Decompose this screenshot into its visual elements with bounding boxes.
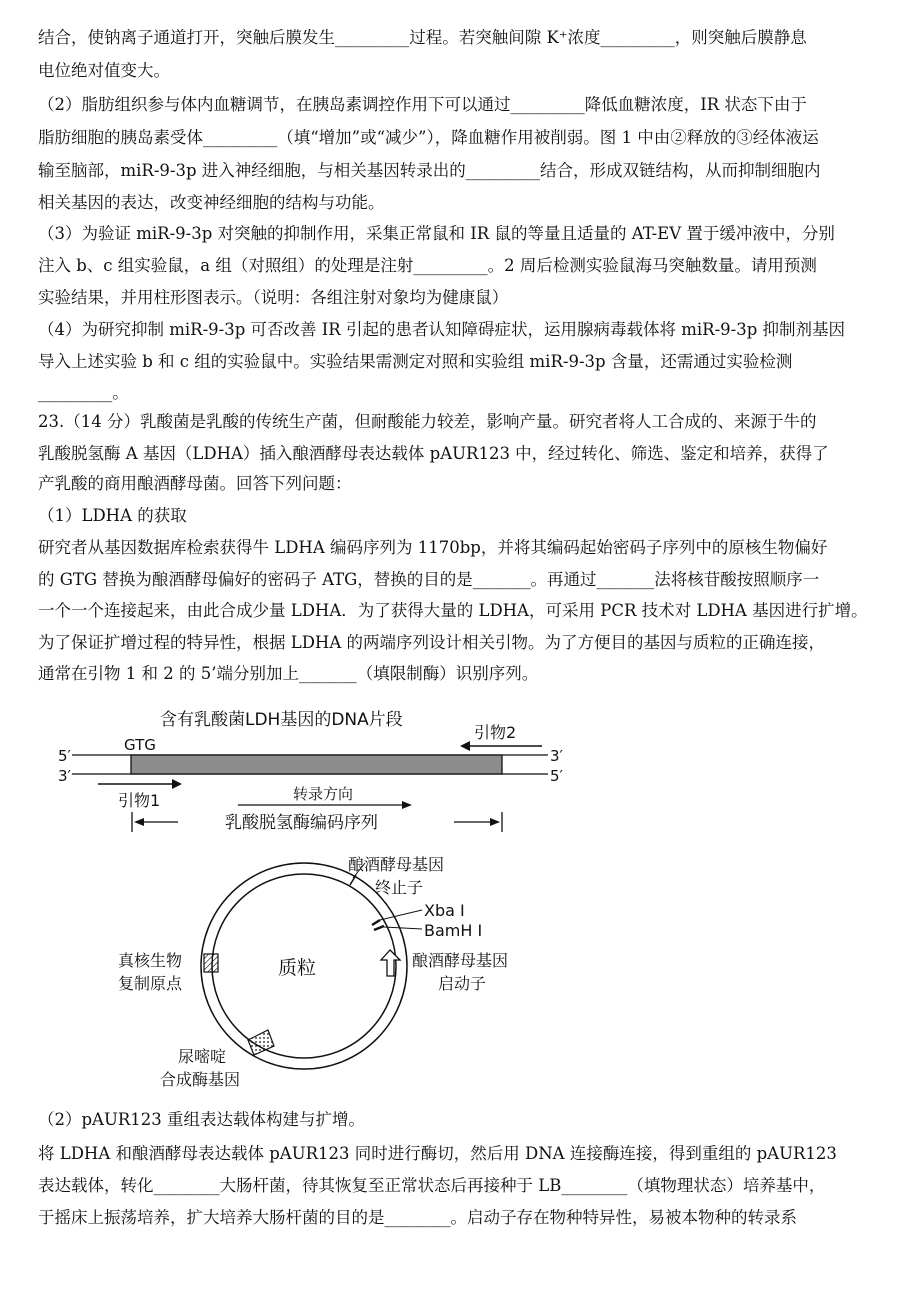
terminator-mark xyxy=(350,875,356,885)
subquestion-heading: （1）LDHA 的获取 xyxy=(38,506,187,525)
coding-seq-arrowhead-left xyxy=(134,818,144,826)
primer1-arrowhead xyxy=(172,779,182,789)
bamhi-label: BamH I xyxy=(424,921,483,940)
ura-synthase-gene-label: 尿嘧啶 合成酶基因 xyxy=(160,1047,241,1089)
terminator-label: 酿酒酵母基因 终止子 xyxy=(348,855,445,897)
dna-end-5-left: 5′ xyxy=(58,747,71,765)
text-line: 输至脑部，miR-9-3p 进入神经细胞，与相关基因转录出的_________结合，形成双链结构，从而抑制细胞内 xyxy=(38,161,821,180)
text-line: 产乳酸的商用酿酒酵母菌。回答下列问题： xyxy=(38,474,352,493)
text-line: 注入 b、c 组实验鼠，a 组（对照组）的处理是注射_________。2 周后检测实验鼠海马突触数量。请用预测 xyxy=(38,256,817,275)
coding-seq-arrowhead-right xyxy=(490,818,500,826)
figure-svg xyxy=(50,688,590,1098)
dna-end-3-right: 3′ xyxy=(550,747,563,765)
dna-end-3-left: 3′ xyxy=(58,767,71,785)
text-line: 于摇床上振荡培养，扩大培养大肠杆菌的目的是________。启动子存在物种特异性，易被本物种的转录系 xyxy=(38,1208,797,1227)
xbai-leader xyxy=(380,910,422,920)
replication-origin-label: 真核生物 复制原点 xyxy=(118,951,183,993)
bamhi-leader xyxy=(384,927,422,929)
xbai-label: Xba I xyxy=(424,901,465,920)
text-line: 表达载体，转化________大肠杆菌，待其恢复至正常状态后再接种于 LB________（填物理状态）培养基中， xyxy=(38,1176,826,1195)
transcription-direction-label: 转录方向 xyxy=(293,785,354,803)
gtg-codon-label: GTG xyxy=(124,736,156,754)
text-line: 乳酸脱氢酶 A 基因（LDHA）插入酿酒酵母表达载体 pAUR123 中，经过转化、筛选、鉴定和培养，获得了 xyxy=(38,444,829,463)
primer1-label: 引物1 xyxy=(118,791,161,810)
xbai-site-mark xyxy=(372,920,380,925)
text-line: 为了保证扩增过程的特异性，根据 LDHA 的两端序列设计相关引物。为了方便目的基因与质粒的正确连接， xyxy=(38,633,825,652)
promoter-arrow xyxy=(381,950,400,976)
text-line: 研究者从基因数据库检索获得牛 LDHA 编码序列为 1170bp，并将其编码起始密码子序列中的原核生物偏好 xyxy=(38,538,828,557)
coding-sequence-label: 乳酸脱氢酶编码序列 xyxy=(225,813,378,833)
text-line: （2）脂肪组织参与体内血糖调节，在胰岛素调控作用下可以通过_________降低血糖浓度，IR 状态下由于 xyxy=(38,95,807,114)
text-line: 结合，使钠离子通道打开，突触后膜发生_________过程。若突触间隙 K⁺浓度_________，则突触后膜静息 xyxy=(38,28,807,47)
text-line: 电位绝对值变大。 xyxy=(38,61,170,80)
dna-end-5-right: 5′ xyxy=(550,767,563,785)
replication-origin-block xyxy=(204,954,218,972)
text-line: 实验结果，并用柱形图表示。（说明：各组注射对象均为健康鼠） xyxy=(38,288,509,307)
text-line: 相关基因的表达，改变神经细胞的结构与功能。 xyxy=(38,193,385,212)
ldh-gene-segment xyxy=(131,755,502,774)
text-line: 导入上述实验 b 和 c 组的实验鼠中。实验结果需测定对照和实验组 miR-9-3p 含量，还需通过实验检测 xyxy=(38,352,793,371)
text-line: （4）为研究抑制 miR-9-3p 可否改善 IR 引起的患者认知障碍症状，运用腺病毒载体将 miR-9-3p 抑制剂基因 xyxy=(38,320,846,339)
primer2-label: 引物2 xyxy=(474,723,517,742)
bamhi-site-mark xyxy=(374,926,384,930)
transcription-arrowhead xyxy=(402,801,412,809)
text-line: 将 LDHA 和酿酒酵母表达载体 pAUR123 同时进行酶切，然后用 DNA 连接酶连接，得到重组的 pAUR123 xyxy=(38,1144,837,1163)
question-23-stem: 23.（14 分）乳酸菌是乳酸的传统生产菌，但耐酸能力较差，影响产量。研究者将人工合成的、来源于牛的 xyxy=(38,412,817,431)
text-line: 脂肪细胞的胰岛素受体_________（填“增加”或“减少”），降血糖作用被削弱。图 1 中由②释放的③经体液运 xyxy=(38,128,819,147)
subquestion-heading: （2）pAUR123 重组表达载体构建与扩增。 xyxy=(38,1110,366,1129)
dna-fragment-title: 含有乳酸菌LDH基因的DNA片段 xyxy=(160,710,403,730)
text-line: _________。 xyxy=(38,383,129,402)
dna-plasmid-figure xyxy=(50,688,590,1098)
plasmid-label: 质粒 xyxy=(278,957,317,979)
text-line: 通常在引物 1 和 2 的 5’端分别加上_______（填限制酶）识别序列。 xyxy=(38,664,539,683)
promoter-label: 酿酒酵母基因 启动子 xyxy=(412,951,509,993)
text-line: （3）为验证 miR-9-3p 对突触的抑制作用，采集正常鼠和 IR 鼠的等量且适量的 AT-EV 置于缓冲液中，分别 xyxy=(38,224,835,243)
primer2-arrowhead xyxy=(460,741,470,751)
text-line: 一个一个连接起来，由此合成少量 LDHA．为了获得大量的 LDHA，可采用 PCR 技术对 LDHA 基因进行扩增。 xyxy=(38,601,868,620)
text-line: 的 GTG 替换为酿酒酵母偏好的密码子 ATG，替换的目的是_______。再通过_______法将核苷酸按照顺序一 xyxy=(38,570,820,589)
